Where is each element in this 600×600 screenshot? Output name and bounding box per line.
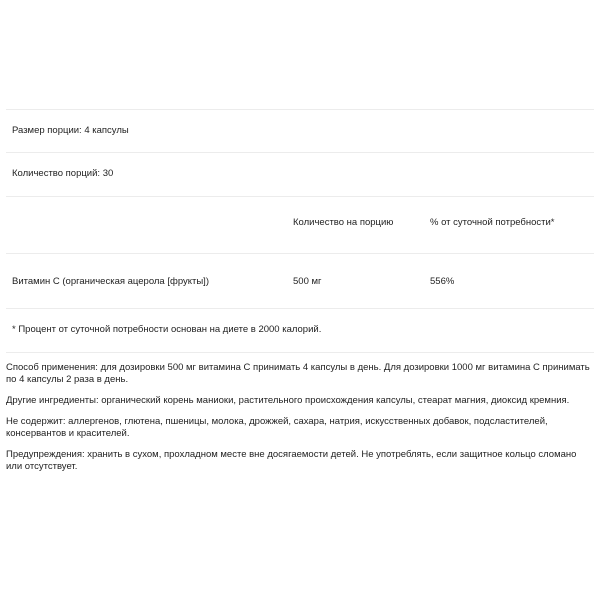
nutrient-amount: 500 мг (293, 276, 322, 287)
serving-size-row (6, 109, 594, 152)
product-info (6, 362, 592, 482)
column-header-daily-value: % от суточной потребности* (430, 217, 555, 228)
table-row (6, 253, 594, 308)
serving-size: Размер порции: 4 капсулы (12, 125, 129, 136)
servings-count-row (6, 152, 594, 196)
supplement-facts-table (6, 109, 594, 353)
free-of-list: Не содержит: аллергенов, глютена, пшеницы, молока, дрожжей, сахара, натрия, искусственных добавок, подсластителей, консервантов и красителей. (6, 416, 548, 439)
warnings: Предупреждения: хранить в сухом, прохладном месте вне досягаемости детей. Не употреблять, если защитное кольцо сломано или отсутствует. (6, 449, 577, 472)
table-bottom-divider (6, 352, 594, 353)
table-header-row (6, 196, 594, 253)
daily-value-footnote: * Процент от суточной потребности основан на диете в 2000 калорий. (12, 324, 322, 335)
nutrient-name: Витамин С (органическая ацерола [фрукты]) (12, 276, 209, 287)
column-header-amount: Количество на порцию (293, 217, 394, 228)
footnote-row (6, 308, 594, 352)
other-ingredients: Другие ингредиенты: органический корень маниоки, растительного происхождения капсулы, стеарат магния, диоксид кремния. (6, 395, 570, 406)
usage-instructions: Способ применения: для дозировки 500 мг витамина С принимать 4 капсулы в день. Для дозировки 1000 мг витамина С принимать по 4 капсулы 2 раза в день. (6, 362, 590, 385)
nutrient-daily-value: 556% (430, 276, 455, 287)
servings-count: Количество порций: 30 (12, 168, 114, 179)
